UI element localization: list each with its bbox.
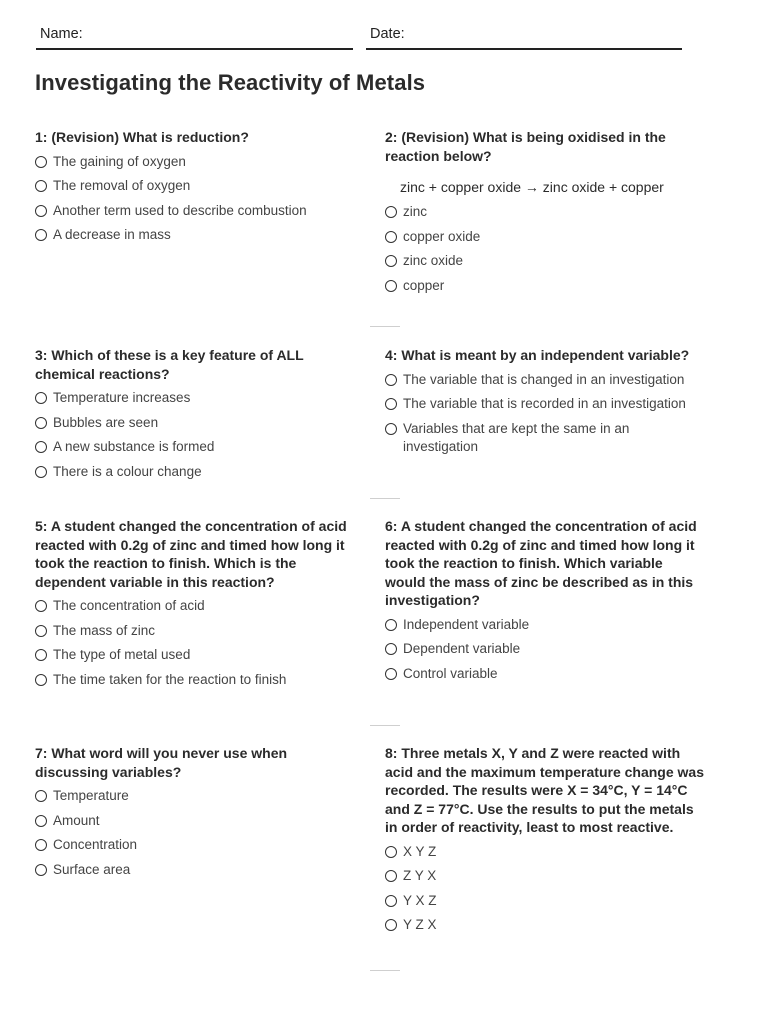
radio-button-icon[interactable]	[385, 231, 397, 243]
answer-option-label: Bubbles are seen	[53, 414, 159, 430]
answer-option[interactable]	[35, 438, 355, 456]
answer-option[interactable]	[35, 597, 355, 615]
question-4	[385, 346, 705, 462]
answer-option-label: The gaining of oxygen	[53, 153, 186, 169]
answer-option-label: The type of metal used	[53, 647, 191, 662]
question-prompt: Three metals X, Y and Z were reacted with acid and the maximum temperature change was recorded. The results were X = 34°C, Y = 14°C and Z = 77°C. Use the results to put the metals in order of reactivity, least to most reactive.	[385, 745, 704, 835]
question-6	[385, 517, 705, 689]
question-text	[385, 346, 705, 365]
radio-button-icon[interactable]	[35, 600, 47, 612]
answer-option-label: Variables that are kept the same in an investigation	[403, 420, 630, 454]
answer-option[interactable]	[35, 622, 355, 640]
question-text	[35, 346, 355, 383]
answer-option[interactable]	[385, 616, 705, 634]
answer-option-label: A new substance is formed	[53, 439, 215, 454]
radio-button-icon[interactable]	[35, 392, 47, 404]
radio-button-icon[interactable]	[35, 466, 47, 478]
answer-option[interactable]	[35, 836, 355, 854]
answer-option-label: Z Y X	[403, 868, 437, 883]
radio-button-icon[interactable]	[385, 619, 397, 631]
radio-button-icon[interactable]	[35, 815, 47, 827]
question-prompt: What is meant by an independent variable?	[401, 347, 690, 363]
answer-option-label: X Y Z	[403, 843, 437, 859]
question-number: 6:	[385, 518, 398, 534]
answer-option-label: The variable that is changed in an investigation	[403, 371, 685, 387]
question-text	[385, 744, 705, 837]
date-field[interactable]	[366, 26, 682, 50]
answer-option-label: Concentration	[53, 837, 138, 852]
radio-button-icon[interactable]	[385, 280, 397, 292]
radio-button-icon[interactable]	[385, 895, 397, 907]
answer-option[interactable]	[35, 787, 355, 805]
radio-button-icon[interactable]	[35, 674, 47, 686]
question-7	[35, 744, 355, 885]
question-number: 2:	[385, 129, 398, 145]
question-text	[35, 128, 355, 147]
answer-option-label: Dependent variable	[403, 641, 521, 656]
answer-options	[35, 787, 355, 879]
answer-option[interactable]	[35, 202, 355, 220]
answer-option[interactable]	[385, 892, 705, 910]
answer-option[interactable]	[35, 177, 355, 195]
answer-option[interactable]	[385, 371, 705, 389]
radio-button-icon[interactable]	[35, 839, 47, 851]
radio-button-icon[interactable]	[385, 870, 397, 882]
answer-option[interactable]	[35, 414, 355, 432]
question-prompt: What word will you never use when discussing variables?	[35, 745, 288, 780]
question-number: 5:	[35, 518, 48, 534]
divider	[370, 326, 400, 327]
answer-option[interactable]	[385, 420, 705, 456]
question-text	[385, 517, 705, 610]
answer-option[interactable]	[385, 665, 705, 683]
answer-option-label: copper	[403, 277, 445, 293]
answer-options	[385, 843, 705, 935]
answer-option-label: zinc oxide	[403, 253, 464, 268]
answer-options	[35, 597, 355, 689]
answer-option[interactable]	[385, 203, 705, 221]
radio-button-icon[interactable]	[385, 668, 397, 680]
answer-option-label: copper oxide	[403, 228, 481, 244]
question-8	[385, 744, 705, 941]
answer-option[interactable]	[35, 646, 355, 664]
answer-option[interactable]	[35, 861, 355, 879]
question-prompt: A student changed the concentration of acid reacted with 0.2g of zinc and timed how long it took the reaction to finish. Which variable would the mass of zinc be described as in this investigation?	[385, 518, 697, 608]
question-number: 3:	[35, 347, 48, 363]
radio-button-icon[interactable]	[35, 156, 47, 168]
chemical-equation: zinc + copper oxide → zinc oxide + copper	[400, 179, 664, 195]
answer-option[interactable]	[385, 228, 705, 246]
answer-options	[385, 203, 705, 295]
answer-option[interactable]	[385, 252, 705, 270]
question-number: 8:	[385, 745, 398, 761]
radio-button-icon[interactable]	[35, 625, 47, 637]
radio-button-icon[interactable]	[35, 229, 47, 241]
question-text	[35, 517, 355, 591]
radio-button-icon[interactable]	[385, 255, 397, 267]
question-3	[35, 346, 355, 487]
answer-option-label: Amount	[53, 812, 100, 828]
question-number: 4:	[385, 347, 398, 363]
name-label: Name:	[40, 26, 83, 42]
question-prompt: (Revision) What is reduction?	[51, 129, 249, 145]
answer-option-label: The variable that is recorded in an investigation	[403, 396, 686, 411]
radio-button-icon[interactable]	[35, 649, 47, 661]
answer-option-label: The time taken for the reaction to finish	[53, 671, 287, 687]
question-text	[385, 128, 705, 165]
answer-option-label: The mass of zinc	[53, 622, 156, 638]
radio-button-icon[interactable]	[385, 423, 397, 435]
radio-button-icon[interactable]	[385, 919, 397, 931]
radio-button-icon[interactable]	[35, 864, 47, 876]
question-text	[35, 744, 355, 781]
answer-option-label: Y Z X	[403, 917, 437, 932]
answer-options	[35, 153, 355, 245]
radio-button-icon[interactable]	[35, 417, 47, 429]
answer-option[interactable]	[35, 153, 355, 171]
answer-option-label: Surface area	[53, 861, 131, 877]
answer-option[interactable]	[35, 389, 355, 407]
divider	[370, 970, 400, 971]
answer-options	[385, 371, 705, 456]
radio-button-icon[interactable]	[385, 398, 397, 410]
question-2	[385, 128, 705, 301]
answer-options	[35, 389, 355, 481]
answer-option[interactable]	[385, 867, 705, 885]
answer-option-label: Independent variable	[403, 616, 530, 632]
answer-option-label: Another term used to describe combustion	[53, 202, 307, 218]
answer-option-label: Control variable	[403, 665, 498, 681]
radio-button-icon[interactable]	[35, 205, 47, 217]
answer-option[interactable]	[385, 640, 705, 658]
radio-button-icon[interactable]	[35, 790, 47, 802]
answer-option[interactable]	[385, 843, 705, 861]
name-field[interactable]	[36, 26, 353, 50]
divider	[370, 725, 400, 726]
answer-option-label: Y X Z	[403, 892, 437, 908]
answer-option-label: Temperature increases	[53, 390, 191, 405]
answer-option[interactable]	[35, 463, 355, 481]
answer-options	[385, 616, 705, 683]
radio-button-icon[interactable]	[35, 180, 47, 192]
radio-button-icon[interactable]	[385, 846, 397, 858]
answer-option-label: The removal of oxygen	[53, 178, 191, 193]
divider	[370, 498, 400, 499]
question-number: 7:	[35, 745, 48, 761]
answer-option-label: zinc	[403, 204, 428, 219]
answer-option[interactable]	[385, 277, 705, 295]
question-1	[35, 128, 355, 251]
radio-button-icon[interactable]	[385, 643, 397, 655]
radio-button-icon[interactable]	[35, 441, 47, 453]
answer-option[interactable]	[35, 671, 355, 689]
question-5	[35, 517, 355, 695]
answer-option-label: Temperature	[53, 788, 129, 803]
answer-option-label: A decrease in mass	[53, 227, 171, 242]
radio-button-icon[interactable]	[385, 374, 397, 386]
question-number: 1:	[35, 129, 48, 145]
radio-button-icon[interactable]	[385, 206, 397, 218]
question-prompt: (Revision) What is being oxidised in the reaction below?	[385, 129, 666, 164]
date-label: Date:	[370, 26, 405, 42]
answer-option[interactable]	[385, 395, 705, 413]
answer-option[interactable]	[35, 812, 355, 830]
worksheet-title: Investigating the Reactivity of Metals	[35, 70, 426, 95]
answer-option[interactable]	[385, 916, 705, 934]
answer-option-label: The concentration of acid	[53, 598, 205, 613]
answer-option[interactable]	[35, 226, 355, 244]
answer-option-label: There is a colour change	[53, 463, 202, 479]
question-prompt: A student changed the concentration of acid reacted with 0.2g of zinc and timed how long it took the reaction to finish. Which is the dependent variable in this reaction?	[35, 518, 347, 590]
question-prompt: Which of these is a key feature of ALL chemical reactions?	[35, 347, 304, 382]
